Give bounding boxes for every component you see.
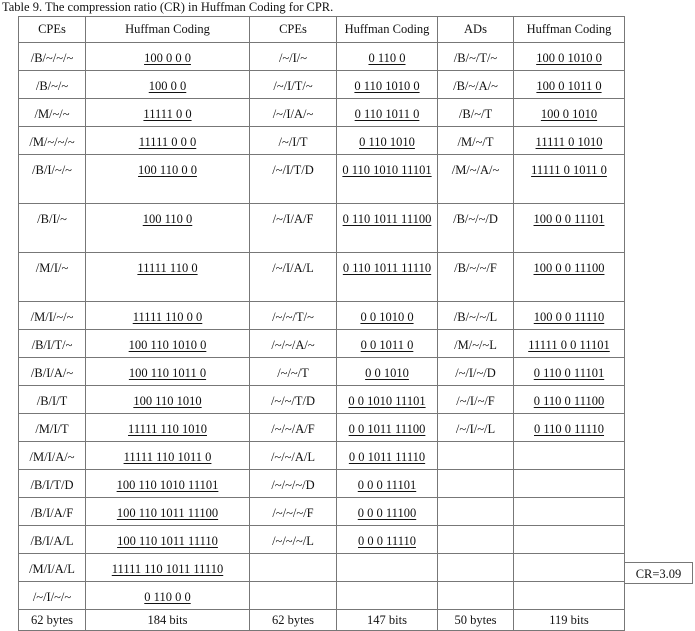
code-text: /~/~/~/L: [272, 534, 314, 548]
huffman-cell: [514, 358, 625, 386]
huffman-code-text: 100 0 0 0: [144, 51, 191, 65]
code-text: /~/I/~: [278, 51, 308, 65]
huffman-code-text: 100 110 1010: [133, 394, 202, 408]
huffman-code-text: 0 110 1011 11110: [342, 261, 432, 275]
huffman-code-text: 0 0 0 11110: [358, 534, 416, 548]
code-text: /B/I/~/~: [32, 163, 72, 177]
huffman-cell: [337, 155, 438, 204]
code-cell: [250, 302, 337, 330]
huffman-cell: [86, 253, 250, 302]
huffman-table: [18, 16, 625, 631]
code-text: /~/~/A/~: [271, 338, 315, 352]
code-text: /~/~/T/~: [272, 310, 314, 324]
huffman-code-text: 100 0 0: [148, 79, 187, 93]
code-cell: [19, 302, 86, 330]
code-text: /M/I/T: [35, 422, 69, 436]
table-row: [19, 358, 625, 386]
table-row: [19, 127, 625, 155]
huffman-cell: [337, 302, 438, 330]
huffman-cell: [337, 414, 438, 442]
code-cell: [250, 470, 337, 498]
total-bytes-cell: 62 bytes: [19, 610, 86, 631]
table-row: [19, 470, 625, 498]
huffman-cell: [514, 253, 625, 302]
code-cell: [438, 358, 514, 386]
table-row: [19, 554, 625, 582]
huffman-code-text: 100 110 1011 0: [128, 366, 207, 380]
code-cell: [438, 71, 514, 99]
huffman-cell: [337, 498, 438, 526]
code-cell: [19, 358, 86, 386]
table-row: [19, 442, 625, 470]
code-cell: [438, 526, 514, 554]
huffman-cell: [337, 526, 438, 554]
huffman-code-text: 11111 0 1010: [535, 135, 603, 149]
code-text: /B/I/T/D: [30, 478, 74, 492]
total-bytes-cell: 50 bytes: [438, 610, 514, 631]
huffman-cell: [337, 204, 438, 253]
code-text: /B/~/~: [35, 79, 69, 93]
huffman-code-text: 100 0 0 11100: [533, 261, 605, 275]
code-cell: [19, 498, 86, 526]
huffman-code-text: 0 0 1010 11101: [348, 394, 426, 408]
code-cell: [19, 470, 86, 498]
code-cell: [19, 442, 86, 470]
huffman-code-text: 0 110 1010 0: [354, 79, 420, 93]
code-cell: [438, 414, 514, 442]
code-cell: [438, 302, 514, 330]
code-cell: [19, 155, 86, 204]
code-cell: [250, 43, 337, 71]
code-text: /B/I/T/~: [31, 338, 73, 352]
code-text: /B/~/~/F: [454, 261, 497, 275]
header-row: [19, 17, 625, 43]
table-caption: Table 9. The compression ratio (CR) in Huffman Coding for CPR.: [2, 0, 334, 14]
total-bits-cell: 147 bits: [337, 610, 438, 631]
table-row: [19, 253, 625, 302]
code-cell: [438, 253, 514, 302]
code-cell: [250, 204, 337, 253]
huffman-cell: [514, 43, 625, 71]
huffman-code-text: 11111 110 1011 0: [123, 450, 212, 464]
code-text: /~/~/T/D: [270, 394, 316, 408]
code-text: /~/~/A/F: [271, 422, 315, 436]
code-cell: [438, 43, 514, 71]
huffman-code-text: 0 110 1011 0: [354, 107, 420, 121]
huffman-cell: [514, 330, 625, 358]
huffman-cell: [514, 414, 625, 442]
huffman-code-text: 100 0 1010 0: [536, 51, 602, 65]
code-cell: [250, 71, 337, 99]
huffman-cell: [86, 127, 250, 155]
huffman-cell: [337, 253, 438, 302]
huffman-cell: [337, 43, 438, 71]
header-cell-code: CPEs: [19, 17, 86, 43]
huffman-code-text: 0 0 0 11101: [357, 478, 417, 492]
total-bits-cell: 119 bits: [514, 610, 625, 631]
footer-row: [19, 610, 625, 631]
code-cell: [19, 43, 86, 71]
code-text: /B/I/T: [36, 394, 68, 408]
huffman-code-text: 100 110 1010 11101: [116, 478, 219, 492]
huffman-code-text: 0 0 1011 11100: [348, 422, 426, 436]
header-cell-huffman: Huffman Coding: [514, 17, 625, 43]
code-cell: [438, 330, 514, 358]
code-text: /~/~/T: [277, 366, 309, 380]
huffman-code-text: 0 0 0 11100: [357, 506, 417, 520]
code-cell: [19, 526, 86, 554]
code-cell: [438, 470, 514, 498]
code-cell: [19, 127, 86, 155]
huffman-cell: [514, 71, 625, 99]
huffman-cell: [86, 155, 250, 204]
huffman-cell: [86, 554, 250, 582]
code-cell: [250, 442, 337, 470]
huffman-cell: [86, 330, 250, 358]
code-text: /M/~/T: [457, 135, 494, 149]
huffman-code-text: 0 0 1011 11110: [348, 450, 426, 464]
code-text: /~/~/~/D: [271, 478, 315, 492]
huffman-cell: [86, 470, 250, 498]
code-text: /M/~/~L: [454, 338, 497, 352]
compression-ratio: CR=3.09: [624, 562, 693, 584]
code-cell: [19, 554, 86, 582]
huffman-cell: [86, 498, 250, 526]
huffman-cell: [86, 99, 250, 127]
code-text: /B/I/~: [37, 212, 67, 226]
code-text: /M/~/~/~: [29, 135, 75, 149]
table-row: [19, 71, 625, 99]
table-row: [19, 43, 625, 71]
huffman-code-text: 100 110 1011 11100: [116, 506, 219, 520]
huffman-code-text: 0 110 0 11100: [533, 394, 605, 408]
huffman-code-text: 100 0 1011 0: [536, 79, 602, 93]
table-row: [19, 386, 625, 414]
code-text: /~/I/~/L: [455, 422, 496, 436]
code-text: /~/~/A/L: [270, 450, 316, 464]
code-cell: [250, 330, 337, 358]
code-text: /~/I/~/F: [456, 394, 495, 408]
huffman-cell: [86, 442, 250, 470]
huffman-cell: [514, 127, 625, 155]
table-row: [19, 204, 625, 253]
code-cell: [250, 526, 337, 554]
huffman-code-text: 100 110 1011 11110: [117, 534, 218, 548]
code-cell: [19, 99, 86, 127]
huffman-cell: [86, 302, 250, 330]
huffman-cell: [514, 99, 625, 127]
huffman-code-text: 11111 110 1010: [128, 422, 207, 436]
huffman-cell: [514, 526, 625, 554]
code-cell: [19, 330, 86, 358]
table-row: [19, 302, 625, 330]
huffman-code-text: 0 110 0 11101: [533, 366, 605, 380]
huffman-cell: [337, 330, 438, 358]
huffman-code-text: 11111 0 0 0: [138, 135, 197, 149]
huffman-code-text: 11111 0 0: [143, 107, 192, 121]
code-cell: [19, 386, 86, 414]
code-cell: [438, 442, 514, 470]
huffman-cell: [514, 470, 625, 498]
huffman-code-text: 0 110 1011 11100: [342, 212, 432, 226]
code-cell: [250, 554, 337, 582]
huffman-cell: [514, 498, 625, 526]
huffman-cell: [514, 386, 625, 414]
code-text: /~/I/A/F: [272, 212, 314, 226]
huffman-cell: [514, 442, 625, 470]
total-bytes-cell: 62 bytes: [250, 610, 337, 631]
code-text: /B/I/A/L: [30, 534, 74, 548]
table-row: [19, 414, 625, 442]
code-cell: [250, 253, 337, 302]
huffman-code-text: 0 0 1010: [365, 366, 409, 380]
huffman-cell: [86, 358, 250, 386]
huffman-cell: [86, 414, 250, 442]
huffman-cell: [86, 386, 250, 414]
code-text: /M/~/~: [34, 107, 70, 121]
huffman-code-text: 100 0 0 11101: [533, 212, 605, 226]
table-row: [19, 330, 625, 358]
code-cell: [19, 71, 86, 99]
code-text: /~/I/A/~: [272, 107, 314, 121]
huffman-code-text: 11111 110 1011 11110: [111, 562, 224, 576]
huffman-cell: [337, 127, 438, 155]
huffman-cell: [337, 554, 438, 582]
huffman-code-text: 100 110 1010 0: [128, 338, 207, 352]
code-cell: [438, 554, 514, 582]
huffman-cell: [514, 302, 625, 330]
code-cell: [438, 386, 514, 414]
table-row: [19, 526, 625, 554]
huffman-cell: [337, 71, 438, 99]
code-cell: [250, 127, 337, 155]
code-text: /~/I/~/~: [32, 590, 72, 604]
code-cell: [250, 358, 337, 386]
code-text: /M/I/~: [35, 261, 69, 275]
huffman-code-text: 100 110 0 0: [138, 163, 197, 177]
huffman-cell: [337, 386, 438, 414]
code-text: /B/~/~/L: [453, 310, 498, 324]
huffman-cell: [337, 470, 438, 498]
huffman-cell: [337, 442, 438, 470]
huffman-cell: [337, 358, 438, 386]
code-text: /B/~/~/D: [453, 212, 498, 226]
total-bits-cell: 184 bits: [86, 610, 250, 631]
code-text: /B/I/A/~: [30, 366, 74, 380]
huffman-code-text: 0 110 0: [368, 51, 406, 65]
huffman-code-text: 0 110 0 11110: [533, 422, 605, 436]
huffman-code-text: 0 110 1010 11101: [342, 163, 432, 177]
code-text: /~/~/~/F: [272, 506, 314, 520]
code-text: /~/I/A/L: [272, 261, 314, 275]
huffman-cell: [86, 71, 250, 99]
code-cell: [438, 204, 514, 253]
code-text: /M/I/A/L: [29, 562, 75, 576]
code-text: /~/I/T/~: [273, 79, 313, 93]
huffman-cell: [86, 526, 250, 554]
code-cell: [438, 127, 514, 155]
code-text: /~/I/~/D: [455, 366, 496, 380]
huffman-code-text: 100 110 0: [142, 212, 193, 226]
code-text: /M/~/A/~: [451, 163, 500, 177]
code-text: /B/~/T/~: [453, 51, 498, 65]
code-text: /B/~/~/~: [30, 51, 74, 65]
code-cell: [250, 155, 337, 204]
huffman-code-text: 0 0 1010 0: [360, 310, 414, 324]
huffman-code-text: 100 0 1010: [540, 107, 598, 121]
header-cell-code: CPEs: [250, 17, 337, 43]
code-cell: [250, 99, 337, 127]
code-text: /B/~/T: [458, 107, 493, 121]
table-row: [19, 155, 625, 204]
code-cell: [438, 155, 514, 204]
huffman-cell: [86, 43, 250, 71]
header-cell-huffman: Huffman Coding: [337, 17, 438, 43]
code-cell: [438, 99, 514, 127]
huffman-code-text: 0 0 1011 0: [360, 338, 414, 352]
table-row: [19, 498, 625, 526]
huffman-code-text: 11111 0 1011 0: [531, 163, 607, 177]
code-text: /B/~/A/~: [453, 79, 498, 93]
code-cell: [19, 414, 86, 442]
huffman-code-text: 11111 110 0 0: [132, 310, 203, 324]
header-cell-code: ADs: [438, 17, 514, 43]
huffman-code-text: 100 0 0 11110: [533, 310, 605, 324]
huffman-cell: [337, 99, 438, 127]
code-text: /~/I/T/D: [272, 163, 314, 177]
huffman-code-text: 11111 110 0: [137, 261, 198, 275]
code-text: /~/I/T: [278, 135, 308, 149]
code-cell: [250, 498, 337, 526]
huffman-cell: [514, 204, 625, 253]
code-cell: [438, 498, 514, 526]
code-cell: [19, 204, 86, 253]
code-text: /M/I/~/~: [30, 310, 74, 324]
code-cell: [19, 253, 86, 302]
code-cell: [250, 414, 337, 442]
code-cell: [250, 386, 337, 414]
huffman-code-text: 0 110 1010: [359, 135, 415, 149]
huffman-cell: [514, 554, 625, 582]
huffman-cell: [514, 155, 625, 204]
huffman-code-text: 0 110 0 0: [144, 590, 191, 604]
code-text: /M/I/A/~: [29, 450, 75, 464]
huffman-code-text: 11111 0 0 11101: [528, 338, 610, 352]
code-text: /B/I/A/F: [30, 506, 74, 520]
table-row: [19, 99, 625, 127]
huffman-cell: [86, 204, 250, 253]
header-cell-huffman: Huffman Coding: [86, 17, 250, 43]
